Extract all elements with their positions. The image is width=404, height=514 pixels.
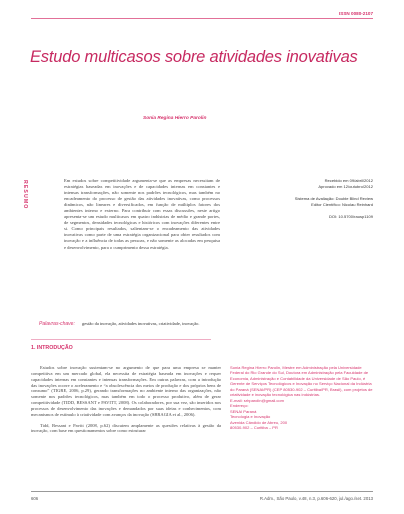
abstract-text: Em estudos sobre competitividade argumenta-se que as empresas necessitam de estratégias baseadas em inovações e de capacidades internas em constantes e intensas transformações, não somente nos padrões tecnológicos, mas também no encadeamento do processo de gestão das atividades inovativas, como processos dinâmicos, não lineares e diversificados, em função de múltiplos fatores dos ambientes interno e externo. Para contribuir com essas discussões, neste artigo apresenta-se um estudo multicasos em quatro indústrias de médio e grande portes, de segmentos, densidades tecnológicas e históricos com inovações diferentes entre si. Como principais resultados, salientam-se o encadeamento das atividades inovativas como parte de uma estratégia organizacional para obter resultados com inovação e a influência de todas as pessoas, e não somente as alocadas em pesquisa e desenvolvimento, para o cumprimento dessa estratégia. bbox=[64, 178, 220, 250]
affiliation-address-label: Endereço: bbox=[230, 403, 249, 409]
received-date: Recebido em 09/abril/2012 bbox=[324, 178, 373, 183]
keywords-label: Palavras-chave: bbox=[39, 321, 75, 327]
article-author: Sonia Regina Hierro Parolin bbox=[143, 116, 207, 121]
issn-label: ISSN 0080-2107 bbox=[339, 11, 373, 16]
header-divider bbox=[31, 18, 373, 19]
article-title: Estudo multicasos sobre atividades inovativas bbox=[30, 48, 358, 66]
introduction-paragraph: Estudos sobre inovação sustentam-se no argumento de que para uma empresa se manter competitiva em um mercado global, ela necessita de estratégia baseada em inovações e requer capacidades internas em constantes e intensas transformações. Em outras palavras, com a introdução das inovações ocorre o aceleramento e “a obsolescência dos meios de produção e dos próprios bens de consumo” (TIGRE, 2006, p.29), gerando transformações no ambiente interno das organizações, não somente nos padrões tecnológicos, mas também em todo o processo produtivo, além de gerar competitividade (TIDD, BESSANT e PAVITT, 2008). Os colaboradores, por sua vez, são inseridos nos processos de desenvolvimento das inovações e demandados por suas ideias e conhecimentos, com mecanismos de estímulo à criatividade com avanços da inovação (SBRAGIA et al., 2006). bbox=[31, 365, 221, 417]
scientific-editor: Editor Científico: Nicolau Reinhard bbox=[311, 202, 373, 207]
introduction-paragraph: Tidd, Bessant e Pavitt (2008, p.62) discutem amplamente as questões relativas à gestão da inovação, com base em questionamentos sobre como estruturar bbox=[31, 422, 221, 434]
doi[interactable]: DOI: 10.5700/rausp1109 bbox=[328, 214, 373, 219]
keywords-text: gestão da inovação, atividades inovativas, criatividade, inovação. bbox=[82, 321, 200, 326]
page-number: 606 bbox=[31, 496, 39, 501]
author-affiliation bbox=[230, 365, 374, 430]
affiliation-description: Sonia Regina Hierro Parolin, Mestre em Administração pela Universidade Federal do Rio Grande do Sul, Doutora em Administração pela Faculdade de Economia, Administração e Contabilidade da Universidade de São Paulo, é Gerente de Serviços Tecnológicos e Inovação no Serviço Nacional da Indústria do Paraná (SENAI/PR) (CEP 80530-902 – Curitiba/PR, Brasil), com projetos de criatividade e inovação tecnológica nas indústrias. bbox=[230, 365, 373, 398]
footer-divider bbox=[31, 491, 373, 492]
review-system: Sistema de Avaliação: Double Blind Review bbox=[294, 196, 373, 201]
abstract-label: RESUMO bbox=[22, 180, 28, 210]
section-divider bbox=[31, 339, 211, 340]
affiliation-department: Tecnologia e Inovação bbox=[230, 414, 271, 420]
affiliation-street: Avenida Cândido de Abreu, 200 bbox=[230, 419, 288, 425]
journal-citation: R.Adm., São Paulo, v.48, n.3, p.606-620, jul./ago./set. 2013 bbox=[259, 496, 373, 501]
introduction-heading: 1. INTRODUÇÃO bbox=[31, 345, 73, 351]
approved-date: Aprovado em 12/outubro/2012 bbox=[318, 184, 373, 189]
affiliation-email[interactable]: E-mail: srhparolin@gmail.com bbox=[230, 397, 285, 403]
article-metadata bbox=[255, 178, 373, 220]
affiliation-city: 80530-902 – Curitiba – PR bbox=[230, 424, 278, 430]
affiliation-institution: SENAI Paraná bbox=[230, 408, 257, 414]
introduction-body bbox=[31, 365, 221, 439]
